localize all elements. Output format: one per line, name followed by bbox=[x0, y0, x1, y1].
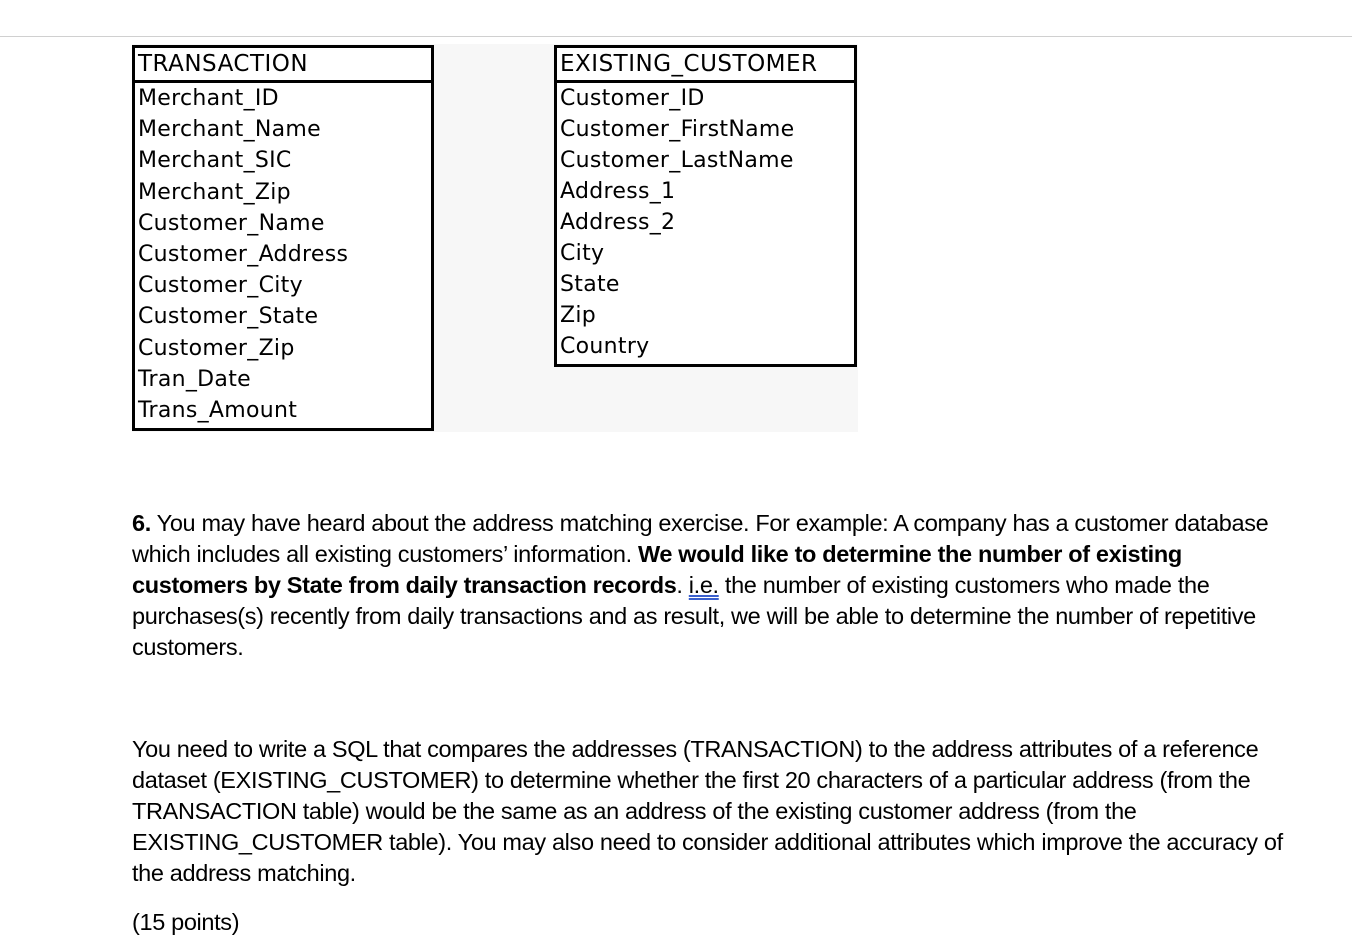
attribute-customer-lastname: Customer_LastName bbox=[560, 148, 794, 173]
attribute-zip: Zip bbox=[560, 303, 597, 328]
attribute-merchant-zip: Merchant_Zip bbox=[138, 179, 291, 205]
attribute-trans-amount: Trans_Amount bbox=[138, 397, 298, 423]
attribute-address-1: Address_1 bbox=[560, 179, 676, 204]
attribute-customer-city: Customer_City bbox=[138, 273, 303, 299]
attribute-merchant-id: Merchant_ID bbox=[138, 86, 279, 111]
question-intro: You may have heard about the address matching exercise. For example: A company has a customer database which includes all existing customers’ information. bbox=[132, 510, 1269, 567]
existing-customer-attribute-list bbox=[557, 83, 854, 362]
attribute-country: Country bbox=[560, 334, 650, 359]
attribute-address-2: Address_2 bbox=[560, 210, 676, 235]
question-after-bold: . bbox=[676, 572, 689, 598]
attribute-customer-name: Customer_Name bbox=[138, 210, 325, 236]
transaction-entity bbox=[132, 45, 434, 431]
attribute-customer-state: Customer_State bbox=[138, 304, 319, 330]
question-6-detail: You need to write a SQL that compares the addresses (TRANSACTION) to the address attributes of a reference dataset (EXISTING_CUSTOMER) to determine whether the first 20 characters of a particular address (from the TRANSACTION table) would be the same as an address of the existing customer address (from the EXISTING_CUSTOMER table). You may also need to consider additional attributes which improve the accuracy of the address matching. bbox=[132, 736, 1283, 886]
existing-customer-entity-title: EXISTING_CUSTOMER bbox=[557, 48, 854, 83]
attribute-customer-firstname: Customer_FirstName bbox=[560, 117, 795, 142]
attribute-city: City bbox=[560, 241, 605, 266]
attribute-merchant-name: Merchant_Name bbox=[138, 117, 321, 143]
question-number: 6. bbox=[132, 510, 151, 536]
attribute-merchant-sic: Merchant_SIC bbox=[138, 148, 292, 174]
transaction-attribute-list bbox=[135, 83, 431, 426]
attribute-state: State bbox=[560, 272, 620, 297]
attribute-customer-address: Customer_Address bbox=[138, 241, 349, 267]
attribute-customer-zip: Customer_Zip bbox=[138, 335, 295, 361]
existing-customer-entity bbox=[554, 45, 857, 367]
question-bold-statement: We would like to determine the number of existing customers by State from daily transaction records bbox=[132, 541, 1182, 598]
attribute-tran-date: Tran_Date bbox=[138, 366, 251, 392]
transaction-entity-title: TRANSACTION bbox=[135, 48, 431, 83]
attribute-customer-id: Customer_ID bbox=[560, 86, 705, 111]
ie-abbreviation: i.e. bbox=[688, 572, 719, 598]
question-continuation: the number of existing customers who made the purchases(s) recently from daily transactions and as result, we will be able to determine the number of repetitive customers. bbox=[132, 572, 1256, 660]
question-points: (15 points) bbox=[132, 909, 240, 935]
question-6-paragraph bbox=[132, 508, 1302, 663]
top-divider bbox=[0, 36, 1352, 37]
